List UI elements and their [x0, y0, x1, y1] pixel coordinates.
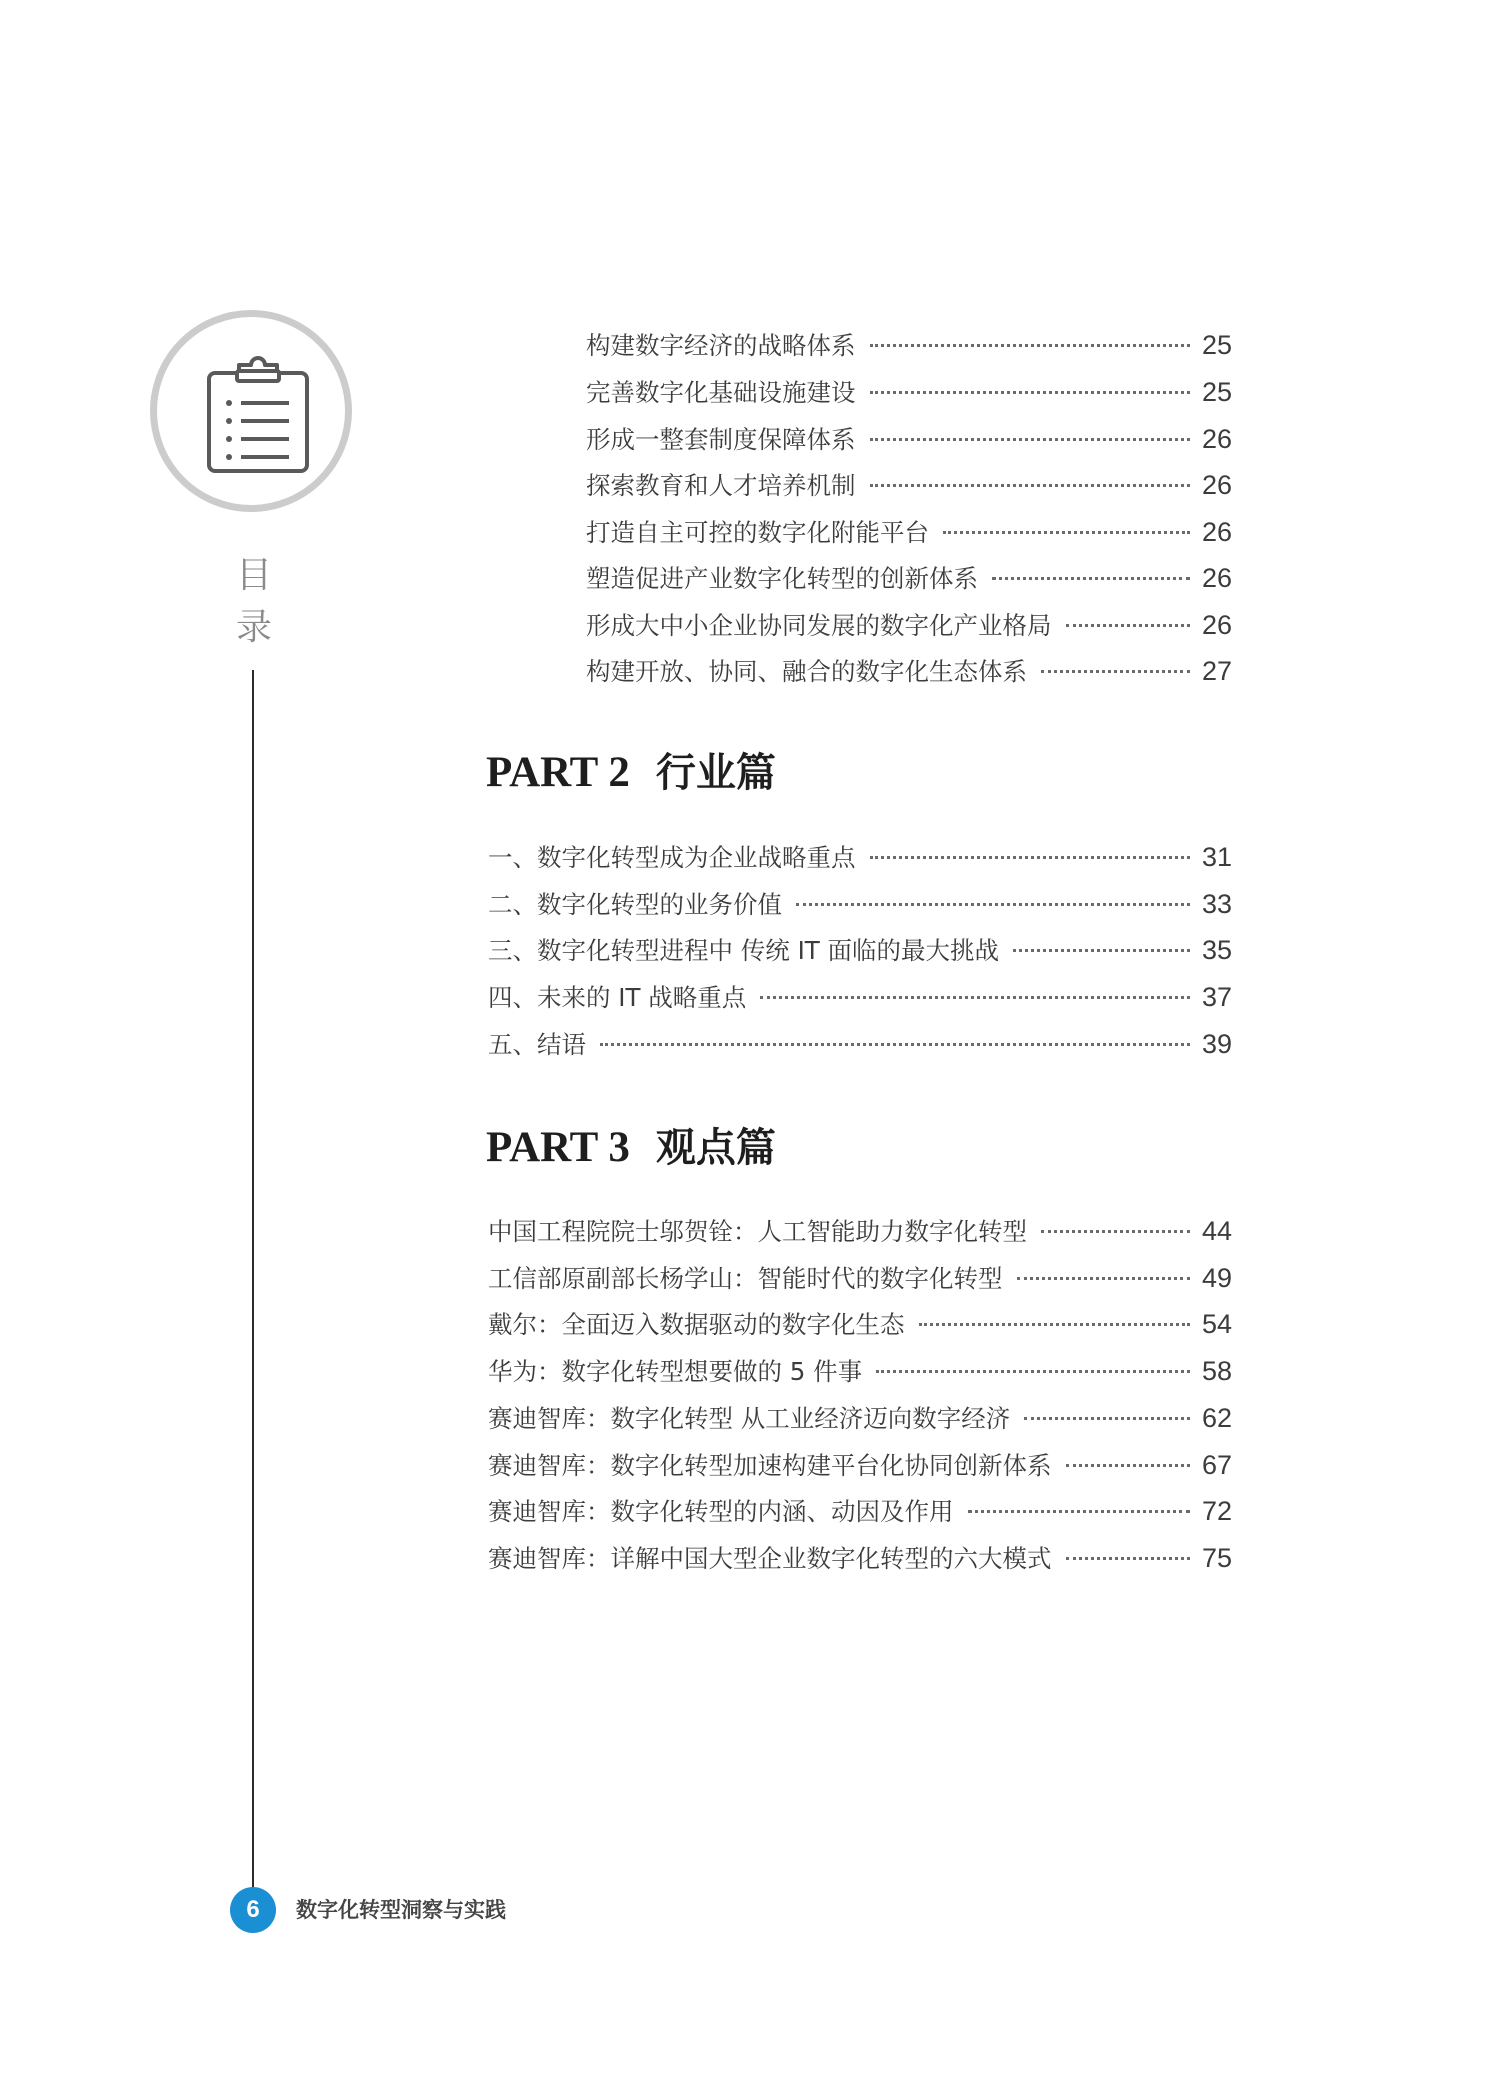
toc-entry-page: 72 [1201, 1496, 1232, 1526]
toc-entry-title: 三、数字化转型进程中 传统 IT 面临的最大挑战 [488, 936, 1000, 965]
page-number-badge: 6 [230, 1887, 276, 1933]
toc-entry[interactable] [586, 325, 1232, 365]
toc-entry-title: 探索教育和人才培养机制 [586, 471, 856, 500]
toc-entry-page: 26 [1201, 424, 1232, 454]
toc-entry-title: 五、结语 [488, 1030, 586, 1059]
part-3-name: 观点篇 [655, 1124, 776, 1171]
part-2-tag: PART 2 [486, 749, 630, 796]
toc-entry[interactable] [488, 1304, 1232, 1344]
dot-leader [1013, 949, 1190, 952]
toc-entry-page: 58 [1201, 1356, 1232, 1386]
toc-entry-title: 形成大中小企业协同发展的数字化产业格局 [586, 611, 1052, 640]
dot-leader [1066, 624, 1190, 627]
toc-entry-title: 形成一整套制度保障体系 [586, 425, 856, 454]
dot-leader [1066, 1557, 1190, 1560]
dot-leader [1017, 1277, 1190, 1280]
toc-entry-page: 25 [1201, 330, 1232, 360]
part-2-heading [486, 745, 776, 801]
dot-leader [992, 577, 1190, 580]
toc-entry-page: 67 [1201, 1450, 1232, 1480]
dot-leader [1024, 1417, 1190, 1420]
clipboard-list-icon [195, 351, 321, 477]
toc-entry-page: 75 [1201, 1543, 1232, 1573]
dot-leader [968, 1510, 1190, 1513]
toc-entry[interactable] [488, 884, 1232, 924]
dot-leader [870, 391, 1190, 394]
dot-leader [600, 1043, 1190, 1046]
dot-leader [1041, 1230, 1190, 1233]
toc-entry-page: 54 [1201, 1309, 1232, 1339]
toc-entry[interactable] [488, 1211, 1232, 1251]
dot-leader [919, 1323, 1190, 1326]
toc-entry-page: 26 [1201, 517, 1232, 547]
toc-entry-page: 31 [1201, 842, 1232, 872]
vertical-divider [252, 670, 254, 1905]
toc-entry-page: 26 [1201, 610, 1232, 640]
toc-entry[interactable] [488, 930, 1232, 970]
toc-entry-page: 44 [1201, 1216, 1232, 1246]
dot-leader [870, 344, 1190, 347]
contents-title-char-2: 录 [236, 607, 273, 648]
toc-entry-title: 赛迪智库：详解中国大型企业数字化转型的六大模式 [488, 1544, 1052, 1573]
dot-leader [870, 438, 1190, 441]
toc-entry[interactable] [488, 1258, 1232, 1298]
toc-entry-page: 27 [1201, 656, 1232, 686]
toc-entry[interactable] [488, 837, 1232, 877]
dot-leader [870, 856, 1190, 859]
toc-entry-title: 中国工程院院士邬贺铨：人工智能助力数字化转型 [488, 1217, 1027, 1246]
toc-entry-title: 打造自主可控的数字化附能平台 [586, 518, 929, 547]
dot-leader [870, 484, 1190, 487]
toc-entry[interactable] [586, 372, 1232, 412]
toc-entry[interactable] [488, 1445, 1232, 1485]
part-3-tag: PART 3 [486, 1124, 630, 1171]
running-footer-book-title: 数字化转型洞察与实践 [296, 1898, 506, 1922]
toc-entry[interactable] [488, 977, 1232, 1017]
toc-entry-page: 26 [1201, 563, 1232, 593]
dot-leader [943, 531, 1190, 534]
toc-entry-title: 赛迪智库：数字化转型 从工业经济迈向数字经济 [488, 1404, 1011, 1433]
dot-leader [796, 903, 1190, 906]
part-3-heading [486, 1120, 776, 1176]
toc-entry-title: 华为：数字化转型想要做的 5 件事 [488, 1357, 863, 1386]
toc-entry-title: 二、数字化转型的业务价值 [488, 890, 782, 919]
dot-leader [1066, 1464, 1190, 1467]
dot-leader [876, 1370, 1190, 1373]
toc-entry-page: 39 [1201, 1029, 1232, 1059]
toc-entry-page: 33 [1201, 889, 1232, 919]
toc-entry-title: 戴尔：全面迈入数据驱动的数字化生态 [488, 1310, 905, 1339]
toc-entry-page: 35 [1201, 935, 1232, 965]
toc-entry[interactable] [586, 512, 1232, 552]
toc-entry[interactable] [586, 605, 1232, 645]
contents-title-char-1: 目 [236, 555, 273, 596]
dot-leader [1041, 670, 1190, 673]
toc-entry-page: 26 [1201, 470, 1232, 500]
toc-entry[interactable] [586, 558, 1232, 598]
toc-entry[interactable] [488, 1351, 1232, 1391]
toc-entry[interactable] [488, 1538, 1232, 1578]
toc-entry-title: 一、数字化转型成为企业战略重点 [488, 843, 856, 872]
toc-entry[interactable] [488, 1024, 1232, 1064]
toc-entry-title: 完善数字化基础设施建设 [586, 378, 856, 407]
toc-entry-title: 塑造促进产业数字化转型的创新体系 [586, 564, 978, 593]
toc-entry-title: 赛迪智库：数字化转型加速构建平台化协同创新体系 [488, 1451, 1052, 1480]
toc-entry[interactable] [488, 1398, 1232, 1438]
toc-entry-title: 构建数字经济的战略体系 [586, 331, 856, 360]
contents-icon-circle [150, 310, 352, 512]
dot-leader [760, 996, 1190, 999]
toc-entry-title: 赛迪智库：数字化转型的内涵、动因及作用 [488, 1497, 954, 1526]
toc-entry-title: 四、未来的 IT 战略重点 [488, 983, 747, 1012]
toc-entry-page: 62 [1201, 1403, 1232, 1433]
contents-title [236, 550, 273, 654]
toc-entry-page: 49 [1201, 1263, 1232, 1293]
part-2-name: 行业篇 [655, 749, 776, 796]
toc-entry-title: 工信部原副部长杨学山：智能时代的数字化转型 [488, 1264, 1003, 1293]
toc-entry-page: 25 [1201, 377, 1232, 407]
toc-entry[interactable] [586, 419, 1232, 459]
toc-entry[interactable] [488, 1491, 1232, 1531]
toc-entry[interactable] [586, 651, 1232, 691]
toc-entry-page: 37 [1201, 982, 1232, 1012]
toc-entry[interactable] [586, 465, 1232, 505]
toc-entry-title: 构建开放、协同、融合的数字化生态体系 [586, 657, 1027, 686]
